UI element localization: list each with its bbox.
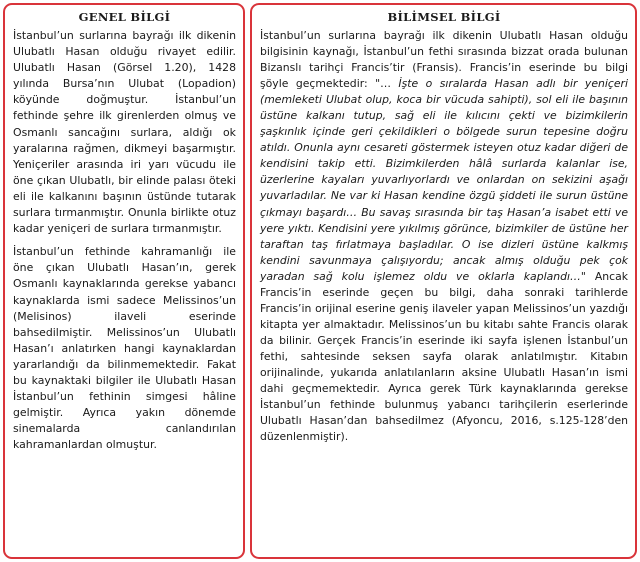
general-info-paragraph-2: İstanbul’un fethinde kahramanlığı ile öne çıkan Ulubatlı Hasan’ın, gerek Osmanlı kaynaklarında gerekse yabancı kaynaklarda ismi sadece Melissinos’un (Melisinos) ilaveli eserinde bahsedilmiştir. Melissinos’un Ulubatlı Hasan’ı anlatırken hangi kaynaklardan yararlandığı da bilinmemektedir. Fakat bu kaynaktaki bilgiler ile Ulubatlı Hasan İstanbul’un fethinin simgesi hâline gelmiştir. Ayrıca yakın dönemde sinemalarda canlandırılan kahramanlardan olmuştur. [13,245,236,452]
scientific-info-paragraph [260,28,628,445]
scientific-info-title: BİLİMSEL BİLGİ [387,10,501,24]
francis-quote: İşte o sıralarda Hasan adlı bir yeniçeri (memleketi Ulubat olup, koca bir vücuda sahipti), sol eli ile başının üstüne kalkanı tutup, sağ eli ile kılıcını çekti ve bizimkilerin şaşkınlık içinde geri çekildikleri o bölgede surun tepesine doğru atıldı. Onunla aynı cesareti göstermek isteyen otuz kadar diğeri de kendisini takip etti. Bizimkilerden hâlâ surlarda kalanlar ise, üzerlerine kayaları yuvarlıyorlardı ve onlardan on sekizini aşağı yuvarladılar. Ne var ki Hasan kendine özgü şiddeti ile surun üstüne çıkmayı başardı… Bu savaş sırasında bir taş Hasan’a isabet etti ve yere yıktı. Kendisini yere yıkılmış görünce, bizimkiler de üstüne her taraftan taş fırlatmaya başladılar. O ise dizleri üstüne kalkmış kendini savunmaya çalışıyordu; ancak almış olduğu pek çok yaradan sağ kolu işlemez oldu ve oklarla kaplandı… [260,77,629,283]
scientific-info-intro: İstanbul’un surlarına bayrağı ilk dikenin Ulubatlı Hasan olduğu bilgisinin kaynağı, İstanbul’un fethi sırasında bizzat orada bulunan Bizanslı tarihçi Francis’tir (Fransis). Francis’in eserinde bu bilgi şöyle geçmektedir: "… [260,29,628,91]
scientific-info-conclusion: " Ancak Francis’in eserinde geçen bu bilgi, daha sonraki tarihlerde Francis’in orijinal eserine geniş ilaveler yapan Melissinos’un yazdığı kitapta yer almaktadır. Melissinos’un bu kitabı sahte Francis olarak da bilinir. Gerçek Francis’in eserinde iki sayfa işlenen İstanbul’un fethi, sahtesinde seksen sayfa olarak anlatılmıştır. Kitabın orijinalinde, yukarıda anlatılanların aksine Ulubatlı Hasan’ın ismi dahi geçmemektedir. Ayrıca gerek Türk kaynaklarında gerekse İstanbul’un fethinde bulunmuş yabancı tarihçilerin eserlerinde Ulubatlı Hasan’dan bahsedilmez (Afyoncu, 2016, s.125-128’den düzenlenmiştir). [260,269,628,444]
general-info-panel [3,3,245,559]
scientific-info-panel [250,3,637,559]
general-info-paragraph-1: İstanbul’un surlarına bayrağı ilk dikenin Ulubatlı Hasan olduğu rivayet edilir. Ulubatlı Hasan (Görsel 1.20), 1428 yılında Bursa’nın Ulubat (Lopadion) köyünde doğmuştur. İstanbul’un fethinde şehre ilk girenlerden olmuş ve Osmanlı sancağını surlara, aldığı ok yaralarına rağmen, dikmeyi başarmıştır. Yeniçeriler arasında iri yarı vücudu ile öne çıkan Ulubatlı, bir elinde palası öteki eli ile kalkanını başının üstünde tutarak surlara tırmanmıştır. Onunla birlikte otuz kadar yeniçeri de surlara tırmanmıştır. [13,29,236,236]
general-info-title: GENEL BİLGİ [78,10,171,24]
